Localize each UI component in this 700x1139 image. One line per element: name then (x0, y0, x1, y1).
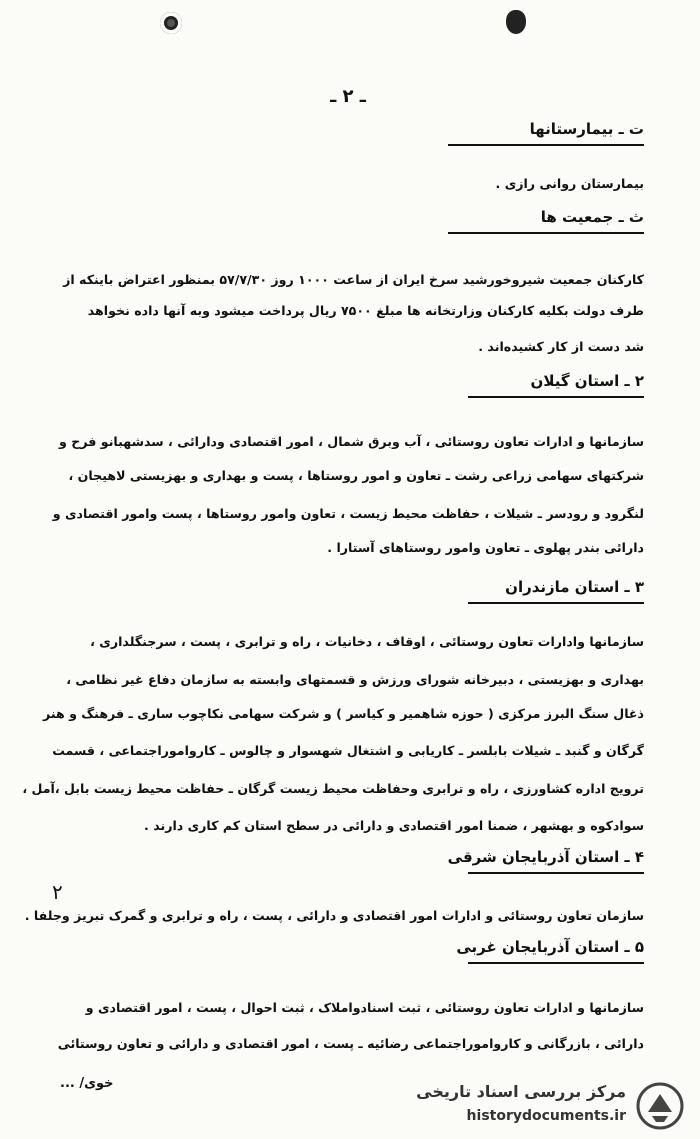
association-line-3: شد دست از کار کشیده‌اند . (478, 339, 644, 354)
mazandaran-line-6: سوادکوه و بهشهر ، ضمنا امور اقتصادی و دارائی در سطح استان کم کاری دارند . (144, 818, 644, 833)
gilan-line-1: سازمانها و ادارات تعاون روستائی ، آب وبرق شمال ، امور اقتصادی ودارائی ، سدشهبانو فرح و (59, 434, 644, 449)
association-line-1: کارکنان جمعیت شیروخورشید سرخ ایران از ساعت ۱۰۰۰ روز ۵۷/۷/۳۰ بمنظور اعتراض باینکه از (63, 272, 644, 287)
hospitals-heading: ت ـ بیمارستانها (448, 120, 644, 146)
hospital-line: بیمارستان روانی رازی . (495, 176, 644, 191)
seal-left-icon (160, 12, 182, 34)
associations-heading: ث ـ جمعیت ها (448, 208, 644, 234)
mazandaran-line-5: ترویج اداره کشاورزی ، راه و ترابری وحفاظت محیط زیست گرگان ـ حفاظت محیط زیست بابل ،آمل ، (22, 781, 644, 796)
handwritten-margin-mark: ۲ (52, 880, 63, 904)
gilan-heading: ۲ ـ استان گیلان (468, 372, 644, 398)
mazandaran-line-2: بهداری و بهزیستی ، دبیرخانه شورای ورزش و قسمتهای وابسته به سازمان دفاع غیر نظامی ، (66, 672, 644, 687)
west-azarbaijan-line-2: دارائی ، بازرگانی و کاروامور‌اجتماعی رضائیه ـ پست ، امور اقتصادی و دارائی و تعاون روستائی (57, 1036, 644, 1051)
east-azarbaijan-line-1: سازمان تعاون روستائی و ادارات امور اقتصادی و دارائی ، پست ، راه و ترابری و گمرک تبریز وجلفا . (24, 908, 644, 923)
mazandaran-line-4: گرگان و گنبد ـ شیلات بابلسر ـ کاریابی و اشتغال شهسوار و چالوس ـ کاروامور‌اجتماعی ، قسمت (52, 743, 644, 758)
east-azarbaijan-heading: ۴ ـ استان آذربایجان شرقی (468, 848, 644, 874)
footnote: خوی/ ... (60, 1076, 114, 1091)
watermark-title: مرکز بررسی اسناد تاریخی (416, 1082, 626, 1101)
watermark-stamp (400, 1080, 690, 1132)
mazandaran-line-3: ذغال سنگ البرز مرکزی ( حوزه شاهمیر و کیاسر ) و شرکت سهامی نکاچوب ساری ـ فرهنگ و هنر (42, 706, 644, 721)
document-archive-logo-icon (636, 1082, 684, 1130)
gilan-line-4: دارائی بندر پهلوی ـ تعاون وامور روستاهای آستارا . (327, 540, 644, 555)
watermark-url: historydocuments.ir (466, 1108, 626, 1124)
mazandaran-heading: ۳ ـ استان مازندران (468, 578, 644, 604)
association-line-2: طرف دولت بکلیه کارکنان وزارتخانه ها مبلغ ۷۵۰۰ ریال پرداخت میشود وبه آنها داده نخواهد (87, 303, 644, 318)
west-azarbaijan-line-1: سازمانها و ادارات تعاون روستائی ، ثبت اسنادواملاک ، ثبت احوال ، پست ، امور اقتصادی و (85, 1000, 644, 1015)
page-number: ـ ۲ ـ (330, 86, 366, 107)
seal-right-icon (506, 10, 526, 34)
west-azarbaijan-heading: ۵ ـ استان آذربایجان غربی (468, 938, 644, 964)
gilan-line-3: لنگرود و رودسر ـ شیلات ، حفاظت محیط زیست ، تعاون وامور روستاها ، پست وامور اقتصادی و (52, 506, 644, 521)
gilan-line-2: شرکتهای سهامی زراعی رشت ـ تعاون و امور روستاها ، پست و بهداری و بهزیستی لاهیجان ، (68, 468, 644, 483)
mazandaran-line-1: سازمانها وادارات تعاون روستائی ، اوقاف ، دخانیات ، راه و ترابری ، پست ، سرجنگلداری ، (90, 634, 644, 649)
